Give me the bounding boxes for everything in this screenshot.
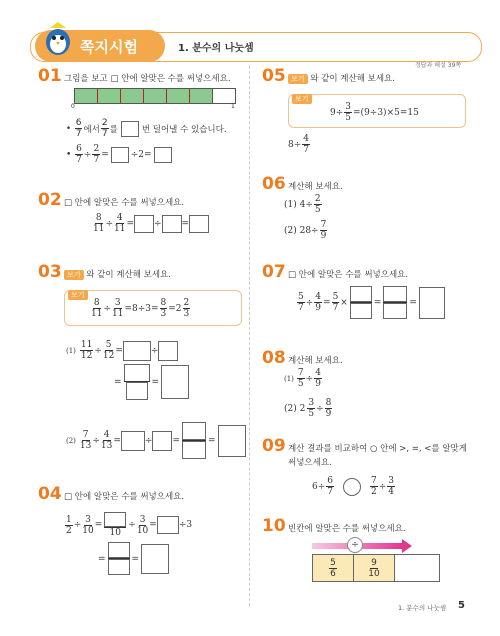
q01-answer-box-3[interactable] — [154, 147, 172, 163]
q02-number: 02 — [38, 190, 62, 210]
q10-operator: ÷ — [347, 537, 363, 553]
q03-example: $\frac{8}{11}$ ÷ $\frac{3}{11}$ =8÷3= $\frac{8}{3}$ =2 $\frac{2}{3}$ — [91, 298, 190, 319]
q03-p1-den-box[interactable] — [126, 382, 148, 400]
q10-cell-2: $\frac{9}{10}$ — [354, 555, 395, 581]
q03-p2-num-box[interactable] — [182, 422, 206, 440]
column-divider — [249, 66, 250, 606]
q04-final-box[interactable] — [141, 544, 169, 574]
q01-bar — [74, 88, 236, 104]
q03-bogi-tag: 보기 — [64, 270, 84, 280]
q04-box-2[interactable] — [157, 516, 179, 534]
q03-example-tag: 보기 — [68, 284, 88, 303]
q07-number: 07 — [262, 262, 286, 282]
q03-p1-final-box[interactable] — [161, 365, 189, 399]
q10-number: 10 — [262, 516, 286, 536]
q04-res-num-box[interactable] — [108, 542, 130, 558]
q06-problem-1: (1) 4÷ $\frac{2}{5}$ — [284, 194, 321, 215]
q07-num-box-2[interactable] — [383, 286, 407, 302]
q09-number: 09 — [262, 436, 286, 456]
q03-p1-num-box[interactable] — [124, 364, 150, 381]
q01-line1: • $\frac{6}{7}$ 에서 $\frac{2}{7}$ 를 번 덜어낼 수 있습니다. — [66, 118, 227, 139]
q03-p1-box-2[interactable] — [158, 341, 178, 361]
q08-problem-2: (2) 2 $\frac{3}{5}$ ÷ $\frac{8}{9}$ — [284, 398, 332, 419]
q03-p1-result: = = — [114, 364, 189, 400]
q03-p1-box-1[interactable] — [123, 341, 151, 361]
q03-problem-1: (1) $\frac{11}{12}$ ÷ $\frac{5}{12}$ = ÷ — [66, 340, 178, 361]
q10-cell-1: $\frac{5}{6}$ — [313, 555, 354, 581]
q10-answer-cell[interactable] — [395, 555, 439, 581]
answer-ref: 정답과 해설 39쪽 — [415, 62, 462, 69]
q02-expression: $\frac{8}{11}$ ÷ $\frac{4}{11}$ = ÷ = — [92, 213, 209, 234]
q03-p2-box-1[interactable] — [121, 431, 145, 451]
q07-den-box-1[interactable] — [350, 303, 372, 319]
q05-example-tag: 보기 — [292, 88, 312, 107]
q03-problem-2: (2) $\frac{7}{13}$ ÷ $\frac{4}{13}$ = ÷ = = — [66, 422, 246, 459]
mascot-icon — [40, 18, 76, 58]
q09-instruction-2: 써넣으세요. — [288, 458, 332, 468]
q04-num-box[interactable] — [104, 512, 126, 527]
header-badge-label: 쪽지시험 — [80, 38, 138, 56]
q09-compare-circle[interactable] — [343, 478, 361, 496]
page-title: 1. 분수의 나눗셈 — [178, 43, 254, 54]
q08-problem-1: (1) $\frac{7}{5}$ ÷ $\frac{4}{9}$ — [284, 368, 321, 389]
q07-instruction: □ 안에 알맞은 수를 써넣으세요. — [288, 270, 409, 280]
q02-box-1[interactable] — [134, 215, 154, 233]
q03-instruction: 보기 와 같이 계산해 보세요. — [64, 268, 171, 280]
q02-instruction: □ 안에 알맞은 수를 써넣으세요. — [64, 198, 185, 208]
q08-instruction: 계산해 보세요. — [288, 356, 343, 366]
q05-number: 05 — [262, 66, 286, 86]
q01-tick-0: 0 — [71, 103, 75, 110]
q06-problem-2: (2) 28÷ $\frac{7}{9}$ — [284, 220, 327, 241]
q02-box-2[interactable] — [162, 215, 182, 233]
q04-res-den-box[interactable] — [108, 559, 130, 575]
q04-number: 04 — [38, 484, 62, 504]
q06-number: 06 — [262, 174, 286, 194]
q09-instruction-1: 계산 결과를 비교하여 ○ 안에 >, =, <를 알맞게 — [288, 444, 467, 454]
q03-p2-den-box[interactable] — [182, 441, 206, 459]
q01-answer-box-1[interactable] — [121, 121, 139, 137]
q05-instruction: 보기 와 같이 계산해 보세요. — [288, 72, 395, 84]
q01-answer-box-2[interactable] — [111, 147, 129, 163]
q04-result: = = — [98, 542, 169, 575]
q07-final-box[interactable] — [419, 287, 445, 319]
q03-p2-final-box[interactable] — [218, 425, 246, 457]
q05-example: 9÷ $\frac{3}{5}$ =(9÷3)×5=15 — [330, 102, 419, 123]
q10-instruction: 빈칸에 알맞은 수를 써넣으세요. — [288, 524, 406, 534]
q10-table — [312, 554, 440, 582]
q04-instruction: □ 안에 알맞은 수를 써넣으세요. — [64, 492, 185, 502]
q03-number: 03 — [38, 262, 62, 282]
q07-den-box-2[interactable] — [383, 303, 407, 319]
q01-number: 01 — [38, 66, 62, 86]
q06-instruction: 계산해 보세요. — [288, 182, 343, 192]
q07-num-box-1[interactable] — [350, 286, 372, 302]
q05-problem: 8÷ $\frac{4}{7}$ — [288, 134, 310, 155]
q04-expression: $\frac{1}{2}$ ÷ $\frac{3}{10}$ = 10 ÷ $\frac{3}{10}$ = ÷3 — [64, 512, 192, 538]
q05-bogi-tag: 보기 — [288, 74, 308, 84]
q03-p2-box-2[interactable] — [152, 431, 172, 451]
footer-text: 1. 분수의 나눗셈 — [398, 604, 447, 612]
q01-tick-1: 1 — [231, 103, 235, 110]
page-number: 5 — [458, 600, 465, 611]
q07-expression: $\frac{5}{7}$ ÷ $\frac{4}{9}$ = $\frac{5}{7}$ × = = — [296, 286, 445, 319]
q01-line2: • $\frac{6}{7}$ ÷ $\frac{2}{7}$ = ÷2= — [66, 144, 174, 165]
q01-instruction: 그림을 보고 □ 안에 알맞은 수를 써넣으세요. — [64, 74, 231, 84]
q09-comparison: 6÷ $\frac{6}{7}$ $\frac{7}{2}$ ÷ $\frac{3}{4}$ — [312, 476, 395, 497]
q02-box-3[interactable] — [189, 215, 209, 233]
q08-number: 08 — [262, 348, 286, 368]
